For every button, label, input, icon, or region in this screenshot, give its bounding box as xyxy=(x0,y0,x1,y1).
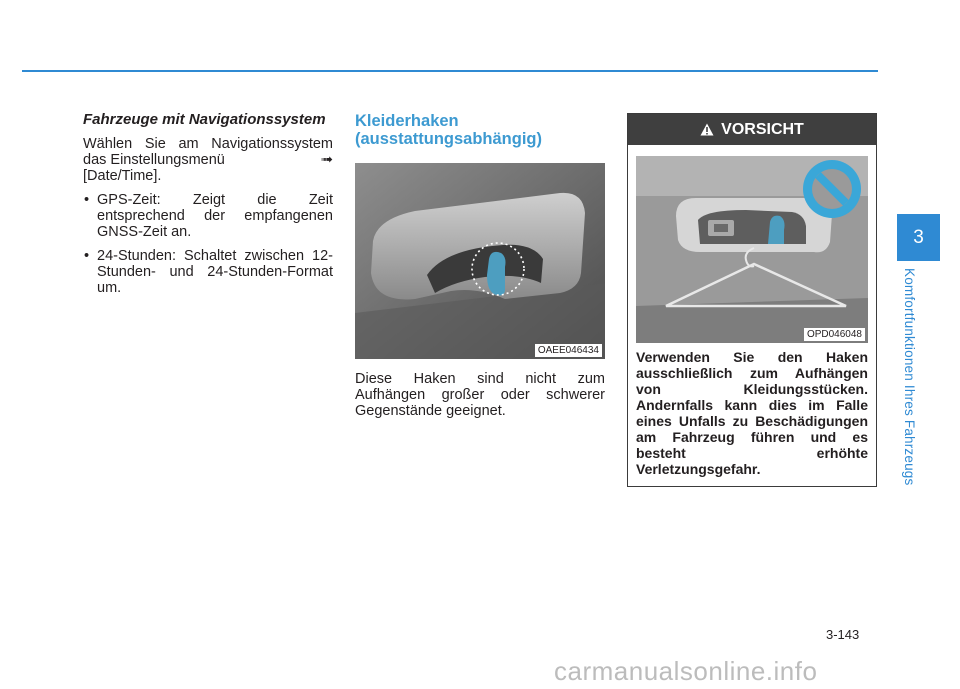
option-gps-time: • GPS-Zeit: Zeigt die Zeit entsprechend der empfangenen GNSS-Zeit an. xyxy=(83,192,333,240)
caution-box xyxy=(627,113,877,487)
warning-triangle-icon xyxy=(700,123,714,136)
caution-header xyxy=(628,114,876,145)
intro-text: Wählen Sie am Navigationssystem das Einstellungsmenü xyxy=(83,136,333,168)
section-title: Kleiderhaken (ausstattungsabhängig) xyxy=(355,112,543,148)
chapter-tab: 3 xyxy=(897,214,940,261)
menu-arrow-icon: ➟ xyxy=(320,152,333,168)
left-column xyxy=(83,112,333,304)
caution-image-code: OPD046048 xyxy=(804,328,865,341)
watermark: carmanualsonline.info xyxy=(554,656,818,686)
caution-title: VORSICHT xyxy=(721,120,804,138)
caution-text: Verwenden Sie den Haken ausschließlich zum Aufhängen von Kleidungsstücken. Andernfalls kann dies im Falle eines Unfalls zu Beschädigungen am Fahrzeug führen und es besteht erhöhte Verletzungsgefahr. xyxy=(636,349,868,477)
intro-end: [Date/Time]. xyxy=(83,168,162,184)
hook-description: Diese Haken sind nicht zum Aufhängen großer oder schwerer Gegenstände geeignet. xyxy=(355,371,605,419)
option-list xyxy=(83,192,333,296)
navigation-intro xyxy=(83,136,333,184)
coat-hook-illustration xyxy=(355,163,605,359)
option-24-hours: • 24-Stunden: Schaltet zwischen 12-Stunden- und 24-Stunden-Format um. xyxy=(83,248,333,296)
coat-hook-photo xyxy=(355,163,605,359)
caution-photo xyxy=(636,156,868,343)
chapter-title: Komfortfunktionen Ihres Fahrzeugs xyxy=(902,268,917,486)
hanger-illustration xyxy=(636,156,868,343)
middle-column xyxy=(355,112,605,419)
page-number: 3-143 xyxy=(826,627,860,642)
navigation-subheading: Fahrzeuge mit Navigationssystem xyxy=(83,111,326,128)
top-rule xyxy=(22,70,878,72)
prohibition-icon xyxy=(803,160,861,218)
image-code: OAEE046434 xyxy=(535,344,602,357)
